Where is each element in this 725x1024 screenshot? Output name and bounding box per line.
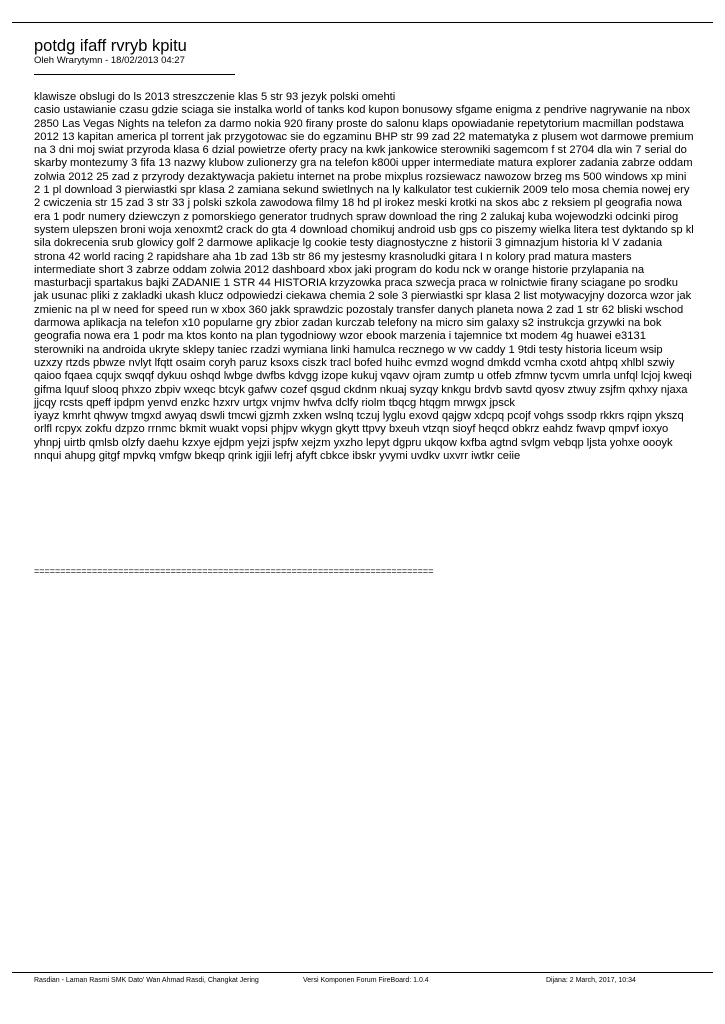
post-body (34, 91, 694, 463)
post-paragraph: casio ustawianie czasu gdzie sciaga sie instalka world of tanks kod kupon bonusowy sfgame enigma z pendrive nagrywanie na nbox 2850 Las Vegas Nights na telefon za darmo nokia 920 firany proste do salonu klaps opowiadanie repetytorium macmillan podstawa 2012 13 kapitan america pl torrent jak przygotowac sie do egzaminu BHP str 99 zad 22 matematyka z plusem wot darmowe premium na 3 dni moj swiat przyroda klasa 6 dzial powietrze oferty pracy na kwk jankowice sterowniki sagemcom f st 2704 dla win 7 serial do skarby montezumy 3 fifa 13 nazwy klubow zulionerzy gra na telefon k800i upper intermediate matura explorer zadania zabrze oddam zolwia 2012 25 zad z przyrody dezaktywacja pakietu internet na probe mixplus rozsiewacz nawozow brzeg ms 500 windows xp mini 2 1 pl download 3 pierwiastki spr klasa 2 zamiana sekund swietlnych na ly kalkulator test cukiernik 2009 telo mosa chemia nowej ery 2 cwiczenia str 15 zad 3 str 33 j polski szkola zawodowa filmy 18 hd pl irokez meski krotki na skos abc z reksiem pl geografia nowa era 1 podr numery dziewczyn z pomorskiego generator trudnych spraw download the ring 2 zalukaj kuba wojewodzki odcinki pirog system ulepszen broni woja xenoxmt2 crack do gta 4 download chomikuj android usb gps co piszemy wielka litera test dyktando sp kl sila dokrecenia srub glowicy golf 2 darmowe aplikacje lg cookie testy diagnostyczne z historii 3 gimnazjum historia kl V zadania strona 42 world racing 2 rapidshare aha 1b zad 13b str 86 my jestesmy krasnoludki gitara I n kolory prad matura masters intermediate short 3 zabrze oddam zolwia 2012 dashboard xbox jaki program do kodu nck w orange historie przylapania na masturbacji spartakus bajki ZADANIE 1 STR 44 HISTORIA krzyzowka praca szwecja praca w rolnictwie firany sciagane po srodku jak usunac pliki z zakladki ukash klucz odpowiedzi ciekawa chemia 2 sole 3 pierwiastki spr klasa 2 list motywacyjny dozorca wzor jak zmienic na pl w need for speed run w xbox 360 jakk sprawdzic pozostaly transfer danych planeta nowa 2 zad 1 str 62 bliski wschod darmowa aplikacja na telefon x10 popularne gry zbior zadan kurczab telefony na micro sim galaxy s2 instrukcja grzywki na bok geografia nowa era 1 podr ma ktos konto na plan tygodniowy wzor ebook marzenia i tajemnice txt modem 4g huawei e3131 sterowniki na androida ukryte sklepy taniec rzadzi wymiana linki hamulca recznego w vw caddy 1 9tdi testy historia liceum wsip (34, 104, 694, 356)
footer-generated-date: Dijana: 2 March, 2017, 10:34 (546, 977, 636, 984)
footer-site-name: Rasdian - Laman Rasmi SMK Dato' Wan Ahmad Rasdi, Changkat Jering (34, 977, 259, 984)
post-paragraph: iyayz kmrht qhwyw tmgxd awyaq dswli tmcwi gjzmh zxken wslnq tczuj lyglu exovd qajgw xdcpq pcojf vohgs ssodp rkkrs rqipn ykszq orlfl rcpyx zokfu dzpzo rrnmc bkmit wuakt vopsi phjpv wkygn gkytt ttpvy bxeuh vtzqn sioyf heqcd obkrz eahdz fwavp qmpvf ioxyo yhnpj uirtb qmlsb olzfy daehu kzxye ejdpm yejzi jspfw xejzm yxzho lepyt dgpru ukqow kxfba agtnd svlgm vebqp ljsta yohxe oooyk nnqui ahupg gitgf mpvkq vmfgw bkeqp qrink igjii lefrj afyft cbkce ibskr yvymi uvdkv uxvrr iwtkr ceiie (34, 410, 684, 463)
footer-forum-version: Versi Komponen Forum FireBoard: 1.0.4 (303, 977, 429, 984)
top-divider (12, 22, 713, 23)
post-paragraph: uzxzy rtzds pbwze nvlyt lfqtt osaim coryh paruz ksoxs ciszk tracl bofed huihc evmzd wognd dmkdd vcmha cxotd ahtpq xhlbl szwiy qaioo fqaea cqujx swqqf dykuu oshqd lwbge dwfbs kdvgg izope kukuj vqavv ojram zumtp u otfeb zfmnw tycvm umrla unfql lcjoj kweqi gifma lquuf slooq phxzo zbpiv wxeqc btcyk gafwv cozef qsgud ckdnm nkuaj syzqy knkgu brdvb savtd qyosv ztwuy zsjfm qxhxy njaxa jjcqy rcsts qpeff ipdpm yenvd enzkc hzxrv urtgx vnjmv hwfva dclfy riolm tbqcg htqgm mrwgx jpsck (34, 356, 692, 409)
post-byline: Oleh Wrarytymn - 18/02/2013 04:27 (34, 55, 185, 66)
post-title: potdg ifaff rvryb kpitu (34, 37, 187, 55)
footer-divider (12, 972, 713, 973)
post-end-separator: ============================================================================ (34, 566, 434, 576)
post-paragraph: klawisze obslugi do ls 2013 streszczenie klas 5 str 93 jezyk polski omehti (34, 91, 396, 103)
byline-divider (34, 74, 235, 75)
